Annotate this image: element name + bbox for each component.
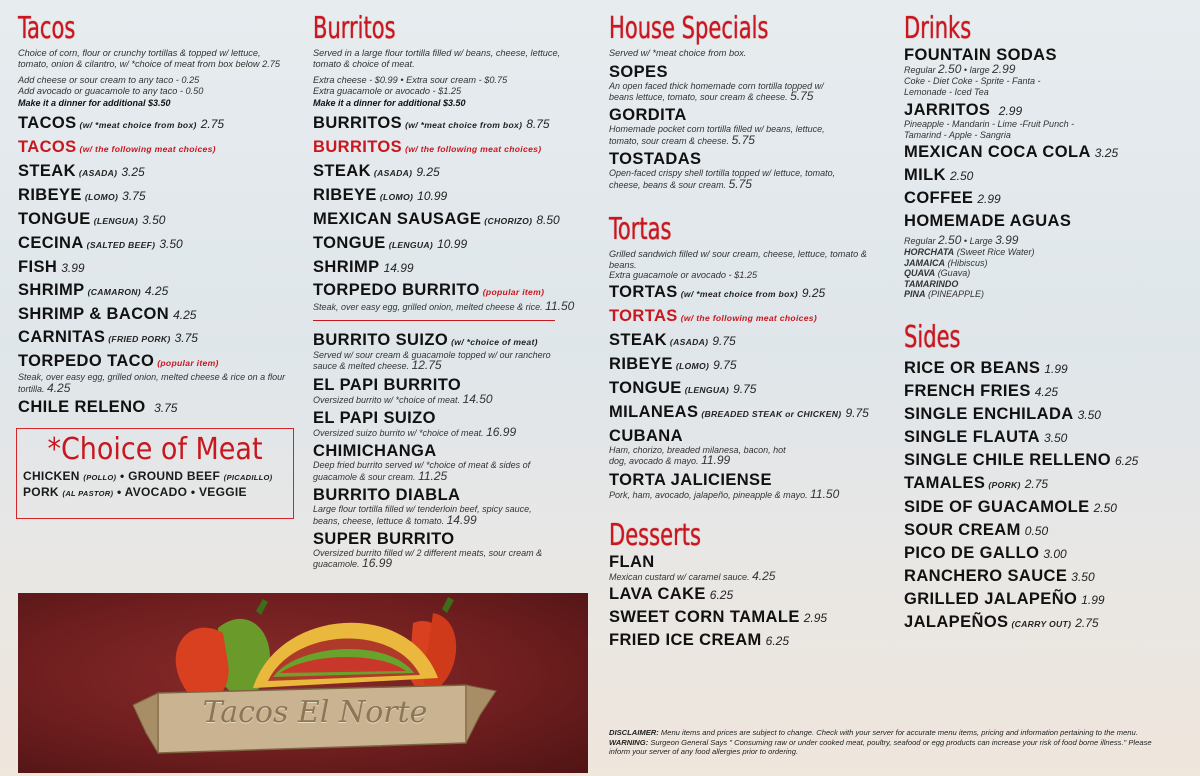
- tortas-description: Grilled sandwich filled w/ sour cream, cheese, lettuce, tomato & beans.: [609, 249, 867, 270]
- item-name: TONGUE: [609, 378, 682, 397]
- right-column: [904, 12, 1194, 635]
- item-price: 9.75: [845, 405, 869, 420]
- agua-note: (Guava): [937, 268, 971, 279]
- item-qualifier: (popular item): [157, 358, 219, 369]
- item-name: EL PAPI SUIZO: [313, 409, 436, 427]
- cubana-description: [609, 445, 789, 467]
- logo-text: Tacos El Norte: [202, 695, 428, 730]
- menu-item-ribeye: [609, 353, 871, 377]
- item-name: SHRIMP & BACON: [18, 305, 170, 324]
- meat-ground-beef: GROUND BEEF: [128, 469, 221, 483]
- burrito-specials-list: [313, 329, 583, 570]
- tacos-section: [18, 12, 290, 419]
- fountain-large-label: • large: [963, 65, 990, 75]
- item-name: RIBEYE: [18, 186, 82, 205]
- menu-item-side-of-guacamole: [904, 496, 1194, 519]
- item-desc: Oversized burrito filled w/ 2 different meats, sour cream & guacamole.: [313, 548, 543, 570]
- menu-item-tongue: [609, 377, 871, 401]
- item-price: 6.25: [765, 634, 790, 649]
- item-description: [313, 391, 553, 406]
- burritos-section: [313, 12, 583, 571]
- item-name: SUPER BURRITO: [313, 530, 455, 549]
- menu-item-tacos: [18, 112, 290, 136]
- desserts-item-list: [609, 583, 871, 652]
- item-name: COFFEE: [904, 189, 974, 208]
- item-name: SIDE OF GUACAMOLE: [904, 498, 1090, 517]
- burritos-title: Burritos: [313, 11, 396, 46]
- item-price: 11.25: [418, 468, 448, 483]
- menu-item-steak: [609, 329, 871, 353]
- flan-desc: Mexican custard w/ caramel sauce.: [609, 572, 750, 583]
- menu-item-pico-de-gallo: [904, 542, 1194, 565]
- menu-item-fish: [18, 256, 290, 279]
- item-qualifier: (ASADA): [373, 168, 413, 179]
- item-desc: An open faced thick homemade corn tortilla topped w/ beans lettuce, tomato, sour cream & cheese.: [609, 80, 824, 102]
- item-desc: Large flour tortilla filled w/ tenderloin beef, spicy sauce, beans, cheese, lettuce & tomato.: [313, 504, 532, 526]
- menu-item-french-fries: [904, 380, 1194, 403]
- menu-item-single-enchilada: [904, 403, 1194, 426]
- menu-item-carnitas: [18, 326, 290, 350]
- menu-item-tongue: [313, 232, 583, 256]
- torpedo-burrito-desc: Steak, over easy egg, grilled onion, melted cheese & rice.: [313, 302, 543, 313]
- item-name: TONGUE: [313, 234, 386, 253]
- item-desc: Oversized burrito w/ *choice of meat.: [313, 394, 461, 405]
- item-name: BURRITOS: [313, 138, 403, 157]
- item-price: 6.25: [1114, 454, 1139, 469]
- item-name: STEAK: [18, 162, 76, 181]
- item-price: 3.50: [1071, 570, 1095, 585]
- item-price: 9.75: [733, 381, 757, 396]
- item-price: 9.25: [801, 285, 826, 300]
- item-name: TONGUE: [18, 210, 91, 229]
- menu-item-burritos: [313, 136, 583, 160]
- torta-jaliciense-description: [609, 486, 871, 501]
- item-qualifier: (BREADED STEAK or CHICKEN): [701, 408, 842, 419]
- item-price: 3.25: [121, 165, 145, 180]
- tacos-title: Tacos: [18, 11, 76, 46]
- item-price: 0.50: [1024, 524, 1049, 539]
- tacos-description: Choice of corn, flour or crunchy tortillas & topped w/ lettuce, tomato, onion & cilantro, w/ *choice of meat from box below 2.75: [18, 48, 280, 69]
- item-price: 4.25: [1034, 385, 1059, 400]
- item-name: RIBEYE: [609, 354, 673, 373]
- agua-note: (PINEAPPLE): [928, 289, 985, 300]
- item-name: RANCHERO SAUCE: [904, 567, 1068, 586]
- item-name: GRILLED JALAPEÑO: [904, 590, 1078, 609]
- menu-item-mexican-sausage: [313, 208, 583, 232]
- menu-item-torpedo-burrito: [313, 279, 583, 303]
- cubana-price: 11.99: [701, 453, 731, 468]
- meat-pork: PORK: [23, 485, 59, 499]
- menu-item-ribeye: [313, 184, 583, 208]
- meat-line-2: PORK (AL PASTOR) • AVOCADO • VEGGIE: [23, 485, 247, 499]
- item-price: 10.99: [437, 237, 468, 252]
- menu-item-ranchero-sauce: [904, 565, 1194, 588]
- item-price: 3.75: [174, 331, 198, 346]
- item-price: 8.50: [536, 213, 560, 228]
- item-name: HOMEMADE AGUAS: [904, 212, 1072, 231]
- torta-jaliciense-desc: Pork, ham, avocado, jalapeño, pineapple & mayo.: [609, 489, 808, 500]
- menu-item-jalape-os: [904, 611, 1194, 635]
- item-price: 9.75: [713, 357, 737, 372]
- item-price: 3.50: [1077, 408, 1101, 423]
- tacos-note-2: Add avocado or guacamole to any taco - 0.50: [18, 85, 204, 96]
- agua-name: JAMAICA: [904, 257, 946, 268]
- item-name: EL PAPI BURRITO: [313, 375, 462, 394]
- item-name: TORTAS: [609, 306, 678, 325]
- meat-line-1: CHICKEN (POLLO) • GROUND BEEF (PICADILLO): [23, 469, 273, 483]
- agua-flavor: [904, 289, 1194, 299]
- item-description: [609, 168, 849, 190]
- item-price: 3.50: [1043, 431, 1068, 446]
- item-price: 4.25: [144, 284, 169, 299]
- agua-name: HORCHATA: [904, 247, 955, 258]
- item-name: TORPEDO TACO: [18, 352, 155, 371]
- aguas-large-label: • Large: [963, 236, 993, 247]
- menu-item-rice-or-beans: [904, 357, 1194, 380]
- menu-item-milk: [904, 164, 1194, 187]
- burritos-item-list: [313, 112, 583, 303]
- menu-item-single-flauta: [904, 426, 1194, 449]
- agua-flavor: [904, 279, 1194, 289]
- fountain-regular-label: Regular: [904, 65, 936, 75]
- item-qualifier: (CAMARON): [87, 287, 141, 298]
- agua-name: PINA: [904, 289, 926, 300]
- item-name: GORDITA: [609, 106, 687, 125]
- item-name: CARNITAS: [18, 328, 106, 347]
- item-price: 9.25: [416, 165, 440, 180]
- menu-item-fried-ice-cream: [609, 629, 871, 652]
- item-price: 14.50: [462, 391, 493, 406]
- item-price: 12.75: [411, 358, 442, 373]
- torpedo-taco-description: [18, 372, 290, 394]
- item-name: RIBEYE: [313, 186, 377, 205]
- meat-avocado: AVOCADO: [124, 485, 188, 499]
- item-qualifier: (LOMO): [675, 360, 710, 371]
- item-name: SHRIMP: [18, 281, 85, 300]
- tortas-title: Tortas: [609, 212, 672, 248]
- item-price: 9.75: [712, 333, 736, 348]
- aguas-regular-price: 2.50: [938, 233, 962, 248]
- item-qualifier: (LENGUA): [684, 384, 730, 395]
- sides-title: Sides: [904, 320, 961, 356]
- item-price: 16.99: [486, 425, 517, 439]
- item-price: 3.50: [142, 213, 166, 228]
- jarritos-price: 2.99: [998, 104, 1023, 119]
- fountain-sodas-name: FOUNTAIN SODAS: [904, 46, 1057, 64]
- item-name: CECINA: [18, 234, 84, 253]
- item-desc: Open-faced crispy shell tortilla topped w/ lettuce, tomato, cheese, beans & sour cream.: [609, 168, 836, 190]
- house-specials-list: [609, 61, 871, 190]
- fountain-large-price: 2.99: [992, 62, 1016, 76]
- flan-name: FLAN: [609, 553, 655, 572]
- drinks-item-list: [904, 141, 1194, 233]
- tortas-note: Extra guacamole or avocado - $1.25: [609, 270, 758, 281]
- item-description: [313, 460, 553, 482]
- desserts-title: Desserts: [609, 518, 701, 554]
- item-qualifier: (PORK): [988, 480, 1021, 491]
- item-desc: Deep fried burrito served w/ *choice of meat & sides of guacamole & sour cream.: [313, 460, 531, 482]
- item-price: 5.75: [790, 89, 814, 103]
- item-name: JALAPEÑOS: [904, 613, 1009, 632]
- item-name: CHIMICHANGA: [313, 442, 437, 461]
- item-price: 3.00: [1043, 547, 1067, 562]
- house-specials-title: House Specials: [609, 11, 769, 46]
- meat-veggie: VEGGIE: [198, 485, 247, 499]
- torpedo-taco-price: 4.25: [47, 380, 71, 395]
- cubana-desc: Ham, chorizo, breaded milanesa, bacon, hot dog, avocado & mayo.: [609, 444, 786, 467]
- item-name: TORPEDO BURRITO: [313, 281, 480, 300]
- item-name: BURRITOS: [313, 114, 403, 133]
- warning-text: Surgeon General Says " Consuming raw or under cooked meat, poultry, seafood or egg products can increase your risk of food borne illness." Please inform your server of any food allergies prior to ordering.: [609, 737, 1152, 757]
- item-price: 14.99: [383, 261, 414, 276]
- item-name: LAVA CAKE: [609, 585, 706, 604]
- item-name: SOPES: [609, 62, 668, 81]
- item-price: 1.99: [1081, 593, 1105, 608]
- item-name: SINGLE CHILE RELLENO: [904, 451, 1111, 470]
- choice-of-meat-box: [16, 428, 294, 519]
- item-name: MEXICAN SAUSAGE: [313, 210, 482, 229]
- warning-label: WARNING:: [609, 737, 649, 747]
- menu-item-tortas: [609, 305, 871, 329]
- burritos-dinner-note: Make it a dinner for additional $3.50: [313, 98, 466, 109]
- tacos-note-1: Add cheese or sour cream to any taco - 0.25: [18, 75, 200, 86]
- house-specials-description: Served w/ *meat choice from box.: [609, 48, 747, 58]
- menu-item-coffee: [904, 187, 1194, 210]
- item-qualifier: (w/ *meat choice from box): [680, 288, 798, 299]
- tacos-item-list: [18, 112, 290, 374]
- item-price: 14.99: [446, 512, 477, 527]
- item-qualifier: (w/ *choice of meat): [451, 336, 538, 347]
- item-description: [313, 350, 553, 372]
- tacos-dinner-note: Make it a dinner for additional $3.50: [18, 98, 171, 109]
- item-price: 2.75: [1024, 477, 1049, 492]
- item-qualifier: (LOMO): [84, 192, 119, 203]
- item-price: 10.99: [417, 189, 448, 204]
- aguas-regular-label: Regular: [904, 236, 936, 247]
- menu-item-sweet-corn-tamale: [609, 606, 871, 629]
- torpedo-burrito-price: 11.50: [545, 299, 575, 314]
- menu-item-steak: [313, 160, 583, 184]
- item-desc: Served w/ sour cream & guacamole topped w/ our ranchero sauce & melted cheese.: [313, 349, 551, 372]
- drinks-title: Drinks: [904, 11, 972, 46]
- item-price: 16.99: [362, 556, 393, 571]
- item-price: 5.75: [731, 132, 755, 147]
- menu-item-shrimp: [313, 256, 583, 279]
- item-name: TAMALES: [904, 474, 986, 493]
- item-name: RICE OR BEANS: [904, 359, 1041, 378]
- menu-item-shrimp: [18, 279, 290, 303]
- item-name: FISH: [18, 258, 58, 277]
- item-description: [313, 504, 553, 526]
- menu-item-tacos: [18, 136, 290, 160]
- menu-item-shrimp-bacon: [18, 303, 290, 326]
- menu-item-ribeye: [18, 184, 290, 208]
- menu-item-milaneas: [609, 401, 871, 425]
- item-price: 3.50: [159, 237, 183, 252]
- item-name: SOUR CREAM: [904, 521, 1021, 540]
- item-name: SHRIMP: [313, 258, 380, 277]
- aguas-flavor-list: [904, 247, 1194, 299]
- item-name: FRENCH FRIES: [904, 382, 1031, 401]
- cubana-name: CUBANA: [609, 426, 683, 445]
- chile-releno-name: CHILE RELENO: [18, 398, 146, 417]
- sides-item-list: [904, 357, 1194, 635]
- flan-price: 4.25: [752, 569, 776, 584]
- taco-illustration: [18, 593, 588, 773]
- item-name: SWEET CORN TAMALE: [609, 608, 800, 627]
- agua-flavor: [904, 268, 1194, 278]
- item-qualifier: (CHORIZO): [484, 216, 533, 227]
- item-name: FRIED ICE CREAM: [609, 631, 762, 650]
- middle-column: [609, 12, 871, 652]
- agua-note: (Hibiscus): [947, 257, 988, 268]
- torpedo-burrito-description: [313, 301, 583, 312]
- item-price: 2.50: [949, 169, 974, 184]
- item-price: 5.75: [728, 176, 752, 191]
- jarritos-name: JARRITOS: [904, 101, 991, 120]
- menu-item-single-chile-relleno: [904, 449, 1194, 472]
- agua-note: (Sweet Rice Water): [956, 247, 1035, 258]
- item-qualifier: (popular item): [482, 287, 545, 298]
- menu-item-tortas: [609, 281, 871, 305]
- menu-item-torpedo-taco: [18, 350, 290, 374]
- aguas-prices: [904, 235, 1194, 246]
- item-price: 3.25: [1094, 146, 1119, 161]
- item-price: 3.99: [61, 261, 85, 276]
- menu-item-burritos: [313, 112, 583, 136]
- burritos-note-2: Extra guacamole or avocado - $1.25: [313, 85, 462, 96]
- item-price: 2.75: [1075, 616, 1099, 631]
- item-qualifier: (LENGUA): [93, 216, 139, 227]
- item-description: [313, 548, 553, 570]
- meat-ground-beef-qual: (PICADILLO): [223, 473, 273, 482]
- item-qualifier: (ASADA): [78, 168, 118, 179]
- menu-item-steak: [18, 160, 290, 184]
- fountain-flavors: Coke - Diet Coke - Sprite - Fanta - Lemonade - Iced Tea: [904, 76, 1041, 97]
- item-name: MEXICAN COCA COLA: [904, 143, 1091, 162]
- item-name: MILANEAS: [609, 402, 699, 421]
- meat-chicken-qual: (POLLO): [83, 473, 117, 482]
- item-qualifier: (LOMO): [379, 192, 414, 203]
- item-description: [313, 427, 553, 438]
- item-desc: Homemade pocket corn tortilla filled w/ beans, lettuce, tomato, sour cream & cheese.: [609, 124, 825, 146]
- aguas-large-price: 3.99: [995, 233, 1019, 248]
- item-description: [609, 81, 849, 103]
- item-qualifier: (FRIED PORK): [108, 334, 171, 345]
- agua-name: QUAVA: [904, 268, 936, 279]
- meat-pork-qual: (AL PASTOR): [62, 489, 114, 498]
- menu-item-tongue: [18, 208, 290, 232]
- menu-item-homemade-aguas: [904, 210, 1194, 233]
- agua-flavor: [904, 258, 1194, 268]
- item-qualifier: (w/ the following meat choices): [79, 144, 216, 155]
- item-name: BURRITO SUIZO: [313, 330, 449, 349]
- menu-item-tamales: [904, 472, 1194, 496]
- torpedo-taco-desc: Steak, over easy egg, grilled onion, melted cheese & rice on a flour tortilla.: [18, 372, 286, 394]
- item-price: 2.99: [977, 192, 1001, 207]
- item-name: STEAK: [609, 330, 667, 349]
- choice-of-meat-title: *Choice of Meat: [47, 432, 263, 467]
- item-name: PICO DE GALLO: [904, 544, 1040, 563]
- item-name: SINGLE ENCHILADA: [904, 405, 1074, 424]
- item-name: TORTAS: [609, 282, 678, 301]
- item-qualifier: (ASADA): [669, 336, 709, 347]
- item-name: BURRITO DIABLA: [313, 486, 461, 505]
- torta-jaliciense-price: 11.50: [810, 486, 840, 501]
- disclaimer: [609, 728, 1169, 757]
- meat-chicken: CHICKEN: [23, 469, 80, 483]
- menu-item-lava-cake: [609, 583, 871, 606]
- logo-banner: [18, 593, 588, 773]
- item-name: TOSTADAS: [609, 150, 702, 169]
- menu-item-grilled-jalape-o: [904, 588, 1194, 611]
- menu-item-cecina: [18, 232, 290, 256]
- burritos-divider: [313, 320, 555, 321]
- item-qualifier: (CARRY OUT): [1011, 619, 1072, 630]
- item-qualifier: (SALTED BEEF): [86, 240, 156, 251]
- item-name: STEAK: [313, 162, 371, 181]
- flan-description: [609, 571, 871, 582]
- item-qualifier: (LENGUA): [388, 240, 434, 251]
- item-qualifier: (w/ *meat choice from box): [79, 120, 197, 131]
- torta-jaliciense-name: TORTA JALICIENSE: [609, 470, 772, 489]
- item-price: 2.50: [1093, 501, 1117, 516]
- item-name: TACOS: [18, 114, 77, 133]
- disclaimer-text: Menu items and prices are subject to change. Check with your server for accurate menu items, pricing and information pertaining to the menu.: [660, 728, 1138, 737]
- burritos-description: Served in a large flour tortilla filled w/ beans, cheese, lettuce, tomato & choice of meat.: [313, 48, 561, 69]
- jarritos-flavors: Pineapple - Mandarin - Lime -Fruit Punch - Tamarind - Apple - Sangria: [904, 119, 1075, 140]
- item-description: [609, 124, 849, 146]
- menu-item-sour-cream: [904, 519, 1194, 542]
- chile-releno-price: 3.75: [154, 401, 178, 416]
- item-desc: Oversized suizo burrito w/ *choice of meat.: [313, 428, 484, 438]
- item-qualifier: (w/ *meat choice from box): [405, 120, 523, 131]
- item-name: TACOS: [18, 138, 77, 157]
- item-price: 2.95: [803, 611, 828, 626]
- item-price: 4.25: [173, 308, 197, 323]
- fountain-regular-price: 2.50: [938, 62, 962, 76]
- agua-flavor: [904, 247, 1194, 257]
- item-price: 3.75: [122, 189, 146, 204]
- disclaimer-label: DISCLAIMER:: [609, 728, 659, 737]
- item-price: 6.25: [709, 588, 734, 603]
- item-name: MILK: [904, 166, 946, 185]
- menu-item-chile-releno: [18, 396, 290, 419]
- item-qualifier: (w/ the following meat choices): [405, 144, 542, 155]
- item-price: 2.75: [200, 117, 225, 132]
- agua-name: TAMARINDO: [904, 278, 959, 289]
- item-price: 8.75: [526, 117, 550, 132]
- item-name: SINGLE FLAUTA: [904, 428, 1040, 447]
- tortas-item-list: [609, 281, 871, 425]
- item-price: 1.99: [1044, 362, 1068, 377]
- item-qualifier: (w/ the following meat choices): [680, 312, 818, 323]
- burritos-note-1: Extra cheese - $0.99 • Extra sour cream - $0.75: [313, 75, 508, 86]
- menu-item-mexican-coca-cola: [904, 141, 1194, 164]
